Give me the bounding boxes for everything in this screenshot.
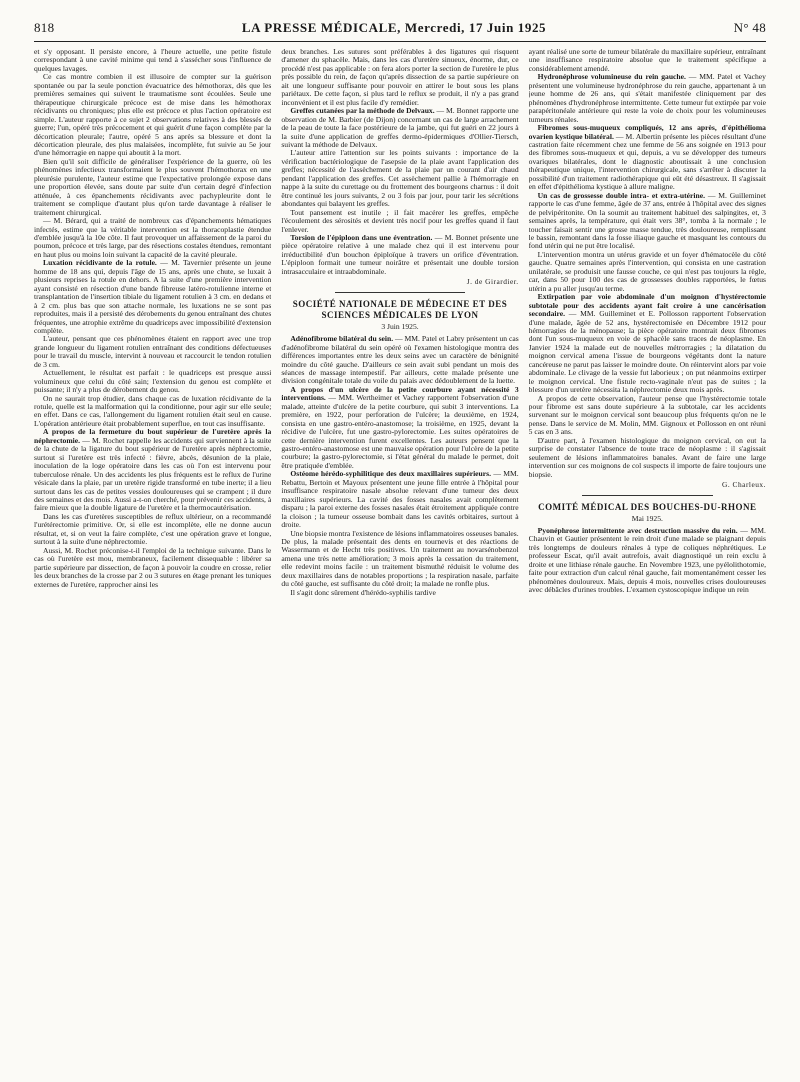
article-greffes bbox=[281, 107, 518, 149]
section-title: Fibromes sous-muqueux compliqués, 12 ans après, d'épithélioma ovarien kystique bilatéral. bbox=[528, 123, 766, 141]
paragraph: D'autre part, à l'examen histologique du moignon cervical, on eut la surprise de constater l'absence de toute trace de néoplasme : il s'agissait seulement de lésions inflammatoires banales. Avant de faire une large intervention sur ces moignons de col suspects il importe de faire toujours une biopsie. bbox=[528, 435, 766, 479]
article-grossesse bbox=[529, 192, 766, 251]
article-osteome bbox=[281, 470, 518, 529]
paragraph: — M. Bérard, qui a traité de nombreux cas d'épanchements hématiques infectés, estime que la véritable intervention est la thoracoplastie étendue d'emblée jusqu'à la 10e côte. Il faut provoquer un affaissement de la paroi du poumon, précoce et très large, par des résections costales étendues, remontant en haut plus ou moins loin suivant la capacité de la cavité pleurale. bbox=[34, 216, 272, 259]
paragraph: ayant réalisé une sorte de tumeur bilatérale du maxillaire supérieur, entraînant une insuffisance respiratoire absolue que le traitement spécifique a considérablement amendé. bbox=[528, 48, 766, 73]
paragraph: On ne saurait trop étudier, dans chaque cas de luxation récidivante de la rotule, quelle est la malformation qui la conditionne, pour agir sur elle seule; en effet. Dans ce cas, l'allongement du ligament rotulien était seul en cause. L'opération antérieure était probablement superflue, en tout cas insuffisante. bbox=[34, 393, 272, 428]
paragraph: Il s'agit donc sûrement d'hérédo-syphilis tardive bbox=[290, 587, 436, 597]
paragraph: — MM. Rebattu, Bertoin et Mayoux présentent une jeune fille entrée à l'hôpital pour insuffisance respiratoire nasale absolue relevant d'une tumeur des deux maxillaires supérieurs. La cavité des fosses nasales avait complètement disparu ; la paroi externe des fosses nasales était étroitement appliquée contre la cloison ; la tumeur osseuse bombait dans les cavités orbitaires, surtout à droite. bbox=[281, 469, 519, 530]
author-signature: J. de Girardier. bbox=[466, 277, 519, 287]
paragraph: — M. Albertin présente les pièces résultant d'une castration faite récemment chez une femme de 56 ans soignée en 1913 pour des fibromes sous-muqueux et qui, depuis, a vu se développer des tumeurs ovariques bilatérales, dont le diagnostic aboutissait à une conclusion thérapeutique unique, l'intervention chirurgicale, sans s'arrêter à discuter la possibilité d'un traitement radiothérapique qui eût été désastreux. Il s'agissait en effet d'épithélioma kystique à allure maligne. bbox=[528, 131, 766, 192]
author-signature: G. Charleux. bbox=[722, 480, 766, 490]
paragraph: L'intervention montra un utérus gravide et un foyer d'hématocèle du côté gauche. Quatre semaines après l'intervention, qui consista en une castration unilatérale, se produisit une fausse couche, ce qui n'est pas toujours la règle, car, dans 50 pour 100 des cas de grossesses doubles rapportées, le fœtus utérin a pu aller jusqu'au terme. bbox=[528, 249, 766, 293]
paragraph: — M. Rochet rappelle les accidents qui surviennent à la suite de la chute de la ligature du bout supérieur de l'uretère après néphrectomie, surtout si l'uretère est très infecté : fièvre, abcès, désunion de la plaie, inoculation de la loge opératoire dans les cas où l'on est intervenu pour tuberculose rénale. Un des accidents les plus fréquents est le reflux de l'urine vésicale dans la plaie, par un uretère rigide transformé en tube inerte; il a lieu surtout dans les cas de petites vessies douloureuses qui se crampent ; il dure des semaines et des mois. Aussi a-t-on cherché, pour prévenir ces accidents, à faire mieux que la double ligature de l'uretère et la thermocautérisation. bbox=[34, 435, 272, 513]
paragraph: A propos de cette observation, l'auteur pense que l'hystérectomie totale pour fibrome est sans doute supérieure à la subtotale, car les accidents survenant sur le moignon cervical sont beaucoup plus fréquents qu'on ne le pense. Dans le service de M. Molin, MM. Gignoux et Pollosson en ont réuni 5 cas en 3 ans. bbox=[528, 393, 766, 437]
paragraph: — M. Bonnet rapporte une observation de M. Barbier (de Dijon) concernant un cas de large arrachement de la peau de toute la face postérieure de la jambe, qui fut guéri en 22 jours à la suite d'une application de greffes dermo-épidermiques d'Ollier-Tiersch, suivant la méthode de Delvaux. bbox=[281, 106, 519, 149]
article-pyonephrose bbox=[529, 527, 766, 595]
paragraph: Dans les cas d'uretères susceptibles de reflux ultérieur, on a recommandé l'urétérectomie primitive. Or, si elle est incomplète, elle ne donne aucun résultat, et, si on veut la faire complète, c'est une opération grave et longue, surtout à la suite d'une néphrectomie. bbox=[34, 511, 272, 547]
section-title: Un cas de grossesse double intra- et extra-utérine. bbox=[537, 190, 706, 200]
section-title: Ostéome hérédo-syphilitique des deux maxillaires supérieurs. bbox=[290, 469, 491, 479]
society-date: 3 Juin 1925. bbox=[381, 321, 419, 331]
column-1 bbox=[34, 48, 271, 1078]
paragraph: Une biopsie montra l'existence de lésions inflammatoires osseuses banales. De plus, la malade présentait des dents en tournevis et des réactions de Wassermann et de Hecht très positives. Un traitement au novarsénobenzol amena une très nette amélioration; 3 mois après la cessation du traitement, elle redevint moins facile : un traitement bismuthé réduisit le volume des deux maxillaires dans de notables proportions ; la respiration nasale, parfaite du côté gauche, est suffisante du côté droit; la malade ne ronfle plus. bbox=[281, 528, 519, 589]
page-header bbox=[34, 20, 766, 42]
divider bbox=[582, 495, 713, 496]
paragraph: — M. Tavernier présente un jeune homme de 18 ans qui, depuis l'âge de 15 ans, après une chute, se luxait à plusieurs reprises la rotule en dehors. A la suite d'une première intervention ayant consisté en résection d'une bande fibreuse latéro-rotulienne interne et transplantation de l'insertion tibiale du ligament rotulien à 3 cm. en dedans et à 2 cm. plus bas que son attache normale, les luxations ne se sont pas reproduites, mais il a persisté des dérobements du genou entraînant des chutes fréquentes, une atrophie extrême du quadriceps avec impossibilité d'extension complète. bbox=[34, 258, 272, 335]
article-epiploon bbox=[281, 234, 518, 276]
issue-number: N° 48 bbox=[733, 20, 766, 35]
page-number: 818 bbox=[34, 20, 55, 35]
paragraph: — MM. Patel et Labry présentent un cas d'adénofibrome bilatéral du sein opéré où l'examen histologique montra des différences importantes entre les deux seins avec un caractère de bénignité moindre du côté gauche. D'ailleurs ce sein avait subi pendant un mois des séances de massage intempestif. Par ailleurs, cette malade présente une division congénitale totale du voile du palais avec dédoublement de la luette. bbox=[281, 334, 519, 386]
paragraph: Bien qu'il soit difficile de généraliser l'expérience de la guerre, où les phénomènes infectieux transformaient le plus souvent l'hémothorax en une pleurésie purulente, l'auteur estime que l'expectative prolongée expose dans une proportion élevée, sans doute par suite d'un certain degré d'infection atténuée, à ces épanchements récidivants avec pachypleurite dont le traitement se complique d'autant plus qu'on tarde davantage à réaliser le traitement chirurgical. bbox=[34, 156, 272, 217]
paragraph: — MM. Patel et Vachey présentent une volumineuse hydronéphrose du rein gauche, appartenant à un jeune homme de 26 ans, qui s'était manifestée cliniquement par des phénomènes d'hydronéphrose intermittente. Cette tumeur fut extirpée par voie parapéritonéale antérieure qui reste la voie de choix pour les volumineuses tumeurs rénales. bbox=[528, 72, 766, 124]
paragraph: et s'y opposant. Il persiste encore, à l'heure actuelle, une petite fistule correspondant à une cavité minime qui tend à s'assécher sous l'influence de quelques lavages. bbox=[34, 48, 272, 73]
article-luxation bbox=[34, 259, 271, 335]
paragraph: Ce cas montre combien il est illusoire de compter sur la guérison spontanée ou par la seule ponction évacuatrice des hémothorax, dès que les premières semaines qui suivent le traumatisme sont écoulées. Seule une thérapeutique chirurgicale précoce est de mise dans les hémothorax récidivants ou chroniques; plus elle est précoce et plus l'action opératoire est simple. L'auteur rapporte à ce sujet 2 observations relatives à des blessés de guerre; l'un, opéré très précocement et qui guérit d'une façon complète par la décortication pleurale; l'autre, opéré 5 ans après sa blessure et dont la décortication pleurale, des plus malaisées, incomplète, fut suivie au 5e jour d'une hémorragie en nappe qui aboutit à la mort. bbox=[34, 72, 272, 158]
journal-title: LA PRESSE MÉDICALE, Mercredi, 17 Juin 1925 bbox=[241, 20, 547, 35]
section-title: A propos de la fermeture du bout supérieur de l'uretère après la néphrectomie. bbox=[34, 427, 272, 445]
article-hydronephrose bbox=[529, 73, 766, 124]
article-fibromes bbox=[529, 124, 766, 192]
paragraph: Tout pansement est inutile ; il fait macérer les greffes, empêche l'écoulement des sérosités et devient très nocif pour les greffes quand il faut l'enlever. bbox=[281, 207, 519, 234]
section-title: Torsion de l'épiploon dans une éventration. bbox=[290, 232, 433, 242]
section-title: Pyonéphrose intermittente avec destruction massive du rein. bbox=[537, 526, 738, 536]
column-3 bbox=[529, 48, 766, 1078]
society-date: Mai 1925. bbox=[631, 513, 663, 523]
article-columns bbox=[34, 48, 766, 1078]
society-title: COMITÉ MÉDICAL DES BOUCHES-DU-RHONE bbox=[538, 501, 757, 512]
paragraph: — MM. Chauvin et Gautier présentent le rein droit d'une malade se plaignant depuis très longtemps de douleurs rénales à type de coliques néphrétiques. Le professeur Escat, qu'il avait autrefois, avait diagnostiqué un rein exclu à droite et une lithiase rénale gauche. En Novembre 1923, une pyélolithotomie, faite pour extraction d'un calcul rénal gauche, fait momentanément cesser les phénomènes douloureux. Mais, depuis 4 mois, nouvelles crises douloureuses avec débâcles d'urines troubles. L'examen cystoscopique indique un rein bbox=[528, 526, 766, 595]
section-title: Hydronéphrose volumineuse du rein gauche. bbox=[537, 72, 686, 82]
paragraph: Aussi, M. Rochet préconise-t-il l'emploi de la technique suivante. Dans le cas où l'uretère est mou, membraneux, facilement dissequable : libérer sa partie supérieure par dissection, de façon à pouvoir la coudre en crosse, relier les deux branches de la crosse par 2 ou 3 sutures en étage prenant les tuniques externes de l'uretère, rapprocher ainsi les bbox=[34, 545, 272, 589]
paragraph: deux branches. Les sutures sont préférables à des ligatures qui risquent d'amener du sphacèle. Mais, dans les cas d'uretère sinueux, énorme, dur, ce procédé n'est pas applicable : on fera alors porter la section de l'uretère le plus près possible du rein, de façon qu'après dissection de sa partie supérieure on ait une longueur suffisante pour pouvoir en attirer le bout sous les plans pariétaux. De cette façon, si plus tard le reflux se produit, il n'y a pas grand inconvénient et il est plus facile d'y remédier. bbox=[281, 48, 519, 107]
paragraph: — MM. Wertheimer et Vachey rapportent l'observation d'une malade, atteinte d'ulcère de la petite courbure, qui subit 3 interventions. La première, en 1922, pour perforation de l'ulcère; la deuxième, en 1924, consista en une gastro-entéro-anastomose; la troisième, en 1925, devant la récidive de l'ulcère, fut une gastro-pylorectomie. Les suites opératoires de cette dernière intervention furent excellentes. Les auteurs pensent que la gastro-entéro-anastomose est une mauvaise opération pour l'ulcère de la petite courbure; la gastro-pylorectomie, si l'état général du malade le permet, doit être pratiquée d'emblée. bbox=[281, 393, 519, 470]
paragraph: — MM. Guilleminet et E. Pollosson rapportent l'observation d'une malade, âgée de 52 ans, hystérectomisée en Décembre 1912 pour hémorragies de la ménopause; la pièce opératoire montrait deux fibromes dont l'un sous-muqueux en voie de sphacèle sans traces de néoplasme. En Janvier 1924 la malade eut de nouvelles métrorragies ; la dilatation du moignon cervical amena l'issue de bourgeons végétants dont la nature cancéreuse ne parut pas laisser le moindre doute. On réintervint alors par voie abdominale. Le clivage de la vessie fut laborieux ; on put néanmoins extirper le moignon cervical. Une fistule recto-vaginale n'eut pas de suites ; la blessure d'un uretère nécessita la néphrectomie deux mois après. bbox=[528, 309, 766, 395]
paragraph: — M. Bonnet présente une pièce opératoire relative à une malade chez qui il est intervenu pour irréductibilité d'un bouchon épiploïque à travers un orifice d'éventration. L'épiploon formait une tumeur noirâtre et présentait une double torsion intrasacculaire et intraabdominale. bbox=[281, 232, 519, 276]
article-uretere bbox=[34, 428, 271, 513]
paragraph: — M. Guilleminet rapporte le cas d'une femme, âgée de 37 ans, entrée à l'hôpital avec des signes de pelvipéritonite. On la soumit au traitement habituel des salpingites, et, 3 semaines après, la température, qui était vers 38°, tomba à la normale ; le toucher faisait sentir une grosse masse tendue, très douloureuse, remplissant le bassin, remontant dans la fosse iliaque gauche et masquant les contours du fond utérin qui ne put être localisé. bbox=[528, 190, 766, 251]
paragraph: L'auteur attire l'attention sur les points suivants : importance de la vérification bactériologique de l'asepsie de la plaie avant l'application des greffes; nécessité de l'assèchement de la plaie par un courant d'air chaud pendant l'application des greffes. Cet assèchement pallie à l'hémorragie en nappe à la suite du curettage ou du frottement des bourgeons charnus : il doit être continué les jours suivants, 2 ou 3 fois par jour, pour tarir les sécrétions abondantes qui balayent les greffes. bbox=[281, 148, 519, 209]
society-title: SOCIÉTÉ NATIONALE DE MÉDECINE ET DES SCIENCES MÉDICALES DE LYON bbox=[292, 298, 508, 320]
article-ulcere bbox=[281, 386, 518, 471]
section-title: Extirpation par voie abdominale d'un moignon d'hystérectomie subtotale pour des accidents ayant fait croire à une cancérisation secondaire. bbox=[528, 292, 766, 319]
section-title: Greffes cutanées par la méthode de Delvaux. bbox=[290, 106, 435, 116]
section-title: A propos d'un ulcère de la petite courbure ayant nécessité 3 interventions. bbox=[281, 384, 519, 403]
paragraph: Actuellement, le résultat est parfait : le quadriceps est presque aussi volumineux que celui du côté sain; l'extension du genou est complète et puissante; il n'y a plus de dérobement du genou. bbox=[34, 368, 272, 395]
section-title: Adénofibrome bilatéral du sein. bbox=[290, 334, 394, 344]
divider bbox=[335, 292, 466, 293]
section-title: Luxation récidivante de la rotule. bbox=[43, 258, 157, 268]
article-extirpation bbox=[529, 293, 766, 394]
article-adenofibrome bbox=[281, 335, 518, 386]
column-2 bbox=[281, 48, 518, 1078]
paragraph: L'auteur, pensant que ces phénomènes étaient en rapport avec une trop grande longueur du ligament rotulien entraînant des conditions défectueuses pour le travail du muscle, intervint à nouveau et raccourcit le tendon rotulien de 3 cm. bbox=[34, 334, 272, 369]
